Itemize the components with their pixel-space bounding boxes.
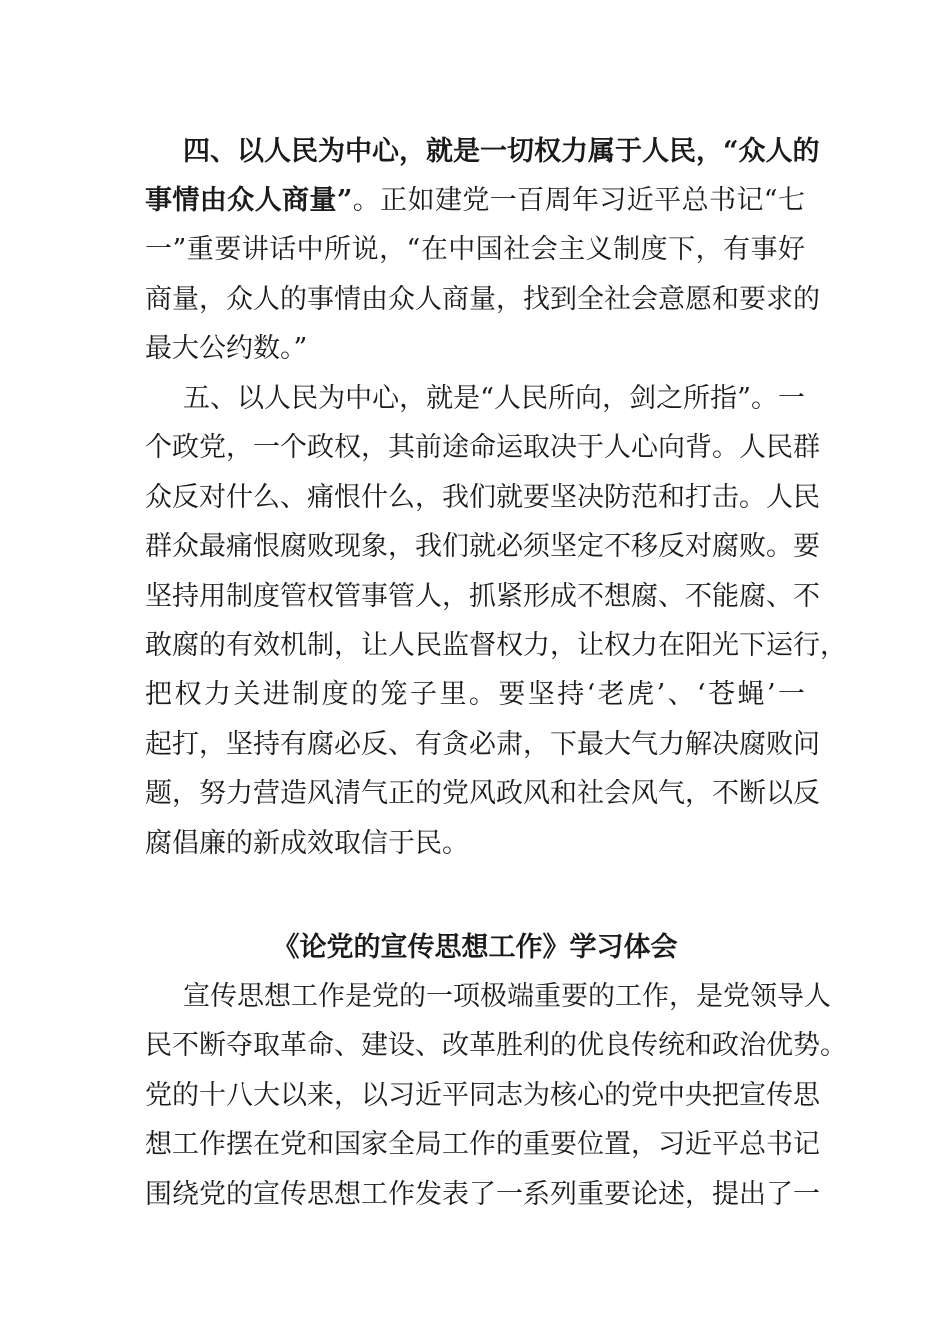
- section5-line-2: 个政党，一个政权，其前途命运取决于人心向背。人民群: [145, 432, 820, 463]
- section4-line-5: 最大公约数。”: [145, 333, 308, 364]
- section5-line-4: 群众最痛恨腐败现象，我们就必须坚定不移反对腐败。要: [145, 531, 820, 562]
- section4-line-3: 一”重要讲话中所说，“在中国社会主义制度下，有事好: [145, 234, 805, 265]
- section4-line-1: [183, 132, 820, 172]
- section5-line-1: 五、以人民为中心，就是“人民所向，剑之所指”。一: [183, 383, 805, 414]
- section5-line-10: 腐倡廉的新成效取信于民。: [145, 828, 469, 859]
- intro-line-1: 宣传思想工作是党的一项极端重要的工作，是党领导人: [183, 981, 831, 1012]
- section5-line-6: 敢腐的有效机制，让人民监督权力，让权力在阳光下运行，: [145, 630, 847, 661]
- intro-line-3: 党的十八大以来，以习近平同志为核心的党中央把宣传思: [145, 1080, 820, 1111]
- section5-line-9: 题，努力营造风清气正的党风政风和社会风气，不断以反: [145, 778, 820, 809]
- intro-line-4: 想工作摆在党和国家全局工作的重要位置，习近平总书记: [145, 1129, 820, 1160]
- intro-line-2: 民不断夺取革命、建设、改革胜利的优良传统和政治优势。: [145, 1030, 847, 1061]
- section4-line-2: [145, 181, 805, 221]
- section5-line-7: 把权力关进制度的笼子里。要坚持‘老虎’、‘苍蝇’一: [145, 679, 805, 710]
- section4-line-2-text: 。正如建党一百周年习近平总书记“七: [352, 185, 806, 216]
- section5-line-8: 起打，坚持有腐必反、有贪必肃，下最大气力解决腐败问: [145, 729, 820, 760]
- section5-line-5: 坚持用制度管权管事管人，抓紧形成不想腐、不能腐、不: [145, 581, 820, 612]
- article-title: 《论党的宣传思想工作》学习体会: [272, 932, 678, 963]
- section4-line-4: 商量，众人的事情由众人商量，找到全社会意愿和要求的: [145, 284, 820, 315]
- section5-line-3: 众反对什么、痛恨什么，我们就要坚决防范和打击。人民: [145, 482, 820, 513]
- section4-heading: 四、以人民为中心，就是一切权力属于人民，“众人的: [183, 136, 820, 167]
- intro-line-5: 围绕党的宣传思想工作发表了一系列重要论述，提出了一: [145, 1179, 820, 1210]
- section4-heading-end: 事情由众人商量”: [145, 185, 353, 216]
